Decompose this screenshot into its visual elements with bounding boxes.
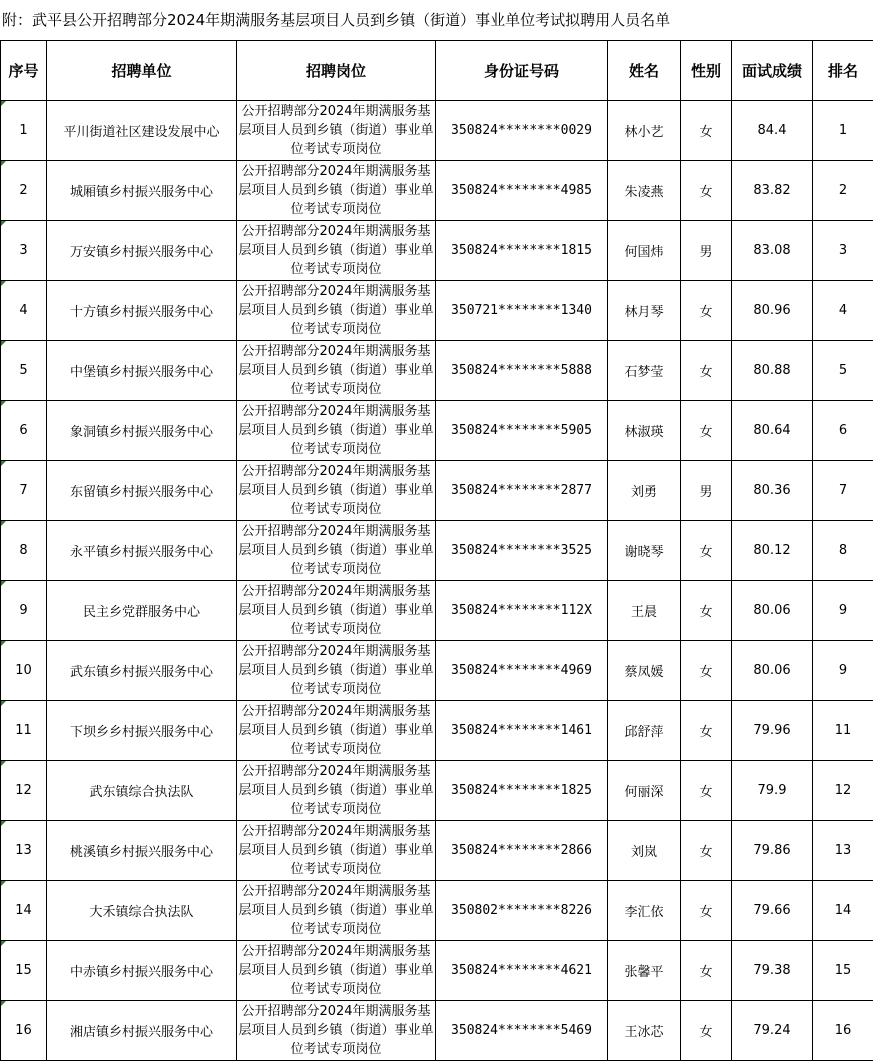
- name-cell: 张馨平: [608, 941, 681, 1001]
- post-cell: 公开招聘部分2024年期满服务基层项目人员到乡镇（街道）事业单位考试专项岗位: [237, 641, 436, 701]
- rank-cell: 12: [813, 761, 873, 821]
- rank-cell: 4: [813, 281, 873, 341]
- score-cell: 83.82: [732, 161, 813, 221]
- gender-cell: 女: [681, 341, 732, 401]
- table-row: [1, 1001, 873, 1061]
- gender-cell: 女: [681, 1001, 732, 1061]
- unit-cell: 桃溪镇乡村振兴服务中心: [47, 821, 237, 881]
- unit-cell: 中赤镇乡村振兴服务中心: [47, 941, 237, 1001]
- rank-cell: 5: [813, 341, 873, 401]
- header-unit: 招聘单位: [47, 41, 237, 101]
- gender-cell: 女: [681, 521, 732, 581]
- rank-cell: 6: [813, 401, 873, 461]
- name-cell: 蔡凤媛: [608, 641, 681, 701]
- unit-cell: 永平镇乡村振兴服务中心: [47, 521, 237, 581]
- name-cell: 刘岚: [608, 821, 681, 881]
- unit-cell: 下坝乡乡村振兴服务中心: [47, 701, 237, 761]
- post-cell: 公开招聘部分2024年期满服务基层项目人员到乡镇（街道）事业单位考试专项岗位: [237, 221, 436, 281]
- table-row: [1, 101, 873, 161]
- header-gender: 性别: [681, 41, 732, 101]
- post-cell: 公开招聘部分2024年期满服务基层项目人员到乡镇（街道）事业单位考试专项岗位: [237, 281, 436, 341]
- id-number-cell: 350802********8226: [436, 881, 608, 941]
- id-number-cell: 350824********2877: [436, 461, 608, 521]
- rank-cell: 2: [813, 161, 873, 221]
- seq-cell: 12: [1, 761, 47, 821]
- seq-cell: 9: [1, 581, 47, 641]
- table-row: [1, 281, 873, 341]
- unit-cell: 东留镇乡村振兴服务中心: [47, 461, 237, 521]
- name-cell: 谢晓琴: [608, 521, 681, 581]
- table-row: [1, 641, 873, 701]
- id-number-cell: 350824********0029: [436, 101, 608, 161]
- post-cell: 公开招聘部分2024年期满服务基层项目人员到乡镇（街道）事业单位考试专项岗位: [237, 521, 436, 581]
- name-cell: 刘勇: [608, 461, 681, 521]
- score-cell: 80.36: [732, 461, 813, 521]
- table-row: [1, 881, 873, 941]
- seq-cell: 16: [1, 1001, 47, 1061]
- score-cell: 79.96: [732, 701, 813, 761]
- seq-cell: 2: [1, 161, 47, 221]
- gender-cell: 女: [681, 821, 732, 881]
- name-cell: 林月琴: [608, 281, 681, 341]
- seq-cell: 6: [1, 401, 47, 461]
- table-row: [1, 221, 873, 281]
- score-cell: 80.12: [732, 521, 813, 581]
- table-row: [1, 761, 873, 821]
- id-number-cell: 350824********1461: [436, 701, 608, 761]
- name-cell: 王冰芯: [608, 1001, 681, 1061]
- table-row: [1, 161, 873, 221]
- post-cell: 公开招聘部分2024年期满服务基层项目人员到乡镇（街道）事业单位考试专项岗位: [237, 881, 436, 941]
- seq-cell: 13: [1, 821, 47, 881]
- table-row: [1, 521, 873, 581]
- name-cell: 王晨: [608, 581, 681, 641]
- post-cell: 公开招聘部分2024年期满服务基层项目人员到乡镇（街道）事业单位考试专项岗位: [237, 401, 436, 461]
- gender-cell: 女: [681, 401, 732, 461]
- header-name: 姓名: [608, 41, 681, 101]
- gender-cell: 女: [681, 941, 732, 1001]
- table-row: [1, 821, 873, 881]
- table-row: [1, 401, 873, 461]
- unit-cell: 十方镇乡村振兴服务中心: [47, 281, 237, 341]
- rank-cell: 11: [813, 701, 873, 761]
- score-cell: 79.38: [732, 941, 813, 1001]
- id-number-cell: 350824********5905: [436, 401, 608, 461]
- table-body: [1, 101, 873, 1061]
- gender-cell: 女: [681, 881, 732, 941]
- seq-cell: 7: [1, 461, 47, 521]
- seq-cell: 14: [1, 881, 47, 941]
- seq-cell: 11: [1, 701, 47, 761]
- unit-cell: 城厢镇乡村振兴服务中心: [47, 161, 237, 221]
- seq-cell: 8: [1, 521, 47, 581]
- name-cell: 林淑瑛: [608, 401, 681, 461]
- header-score: 面试成绩: [732, 41, 813, 101]
- unit-cell: 平川街道社区建设发展中心: [47, 101, 237, 161]
- rank-cell: 9: [813, 581, 873, 641]
- id-number-cell: 350824********5469: [436, 1001, 608, 1061]
- id-number-cell: 350824********4621: [436, 941, 608, 1001]
- rank-cell: 16: [813, 1001, 873, 1061]
- post-cell: 公开招聘部分2024年期满服务基层项目人员到乡镇（街道）事业单位考试专项岗位: [237, 701, 436, 761]
- score-cell: 80.96: [732, 281, 813, 341]
- gender-cell: 女: [681, 761, 732, 821]
- document-title: 附：武平县公开招聘部分2024年期满服务基层项目人员到乡镇（街道）事业单位考试拟聘用人员名单: [2, 11, 671, 29]
- score-cell: 79.24: [732, 1001, 813, 1061]
- header-row: [1, 41, 873, 101]
- unit-cell: 中堡镇乡村振兴服务中心: [47, 341, 237, 401]
- id-number-cell: 350824********2866: [436, 821, 608, 881]
- post-cell: 公开招聘部分2024年期满服务基层项目人员到乡镇（街道）事业单位考试专项岗位: [237, 161, 436, 221]
- id-number-cell: 350824********112X: [436, 581, 608, 641]
- post-cell: 公开招聘部分2024年期满服务基层项目人员到乡镇（街道）事业单位考试专项岗位: [237, 101, 436, 161]
- gender-cell: 女: [681, 701, 732, 761]
- score-cell: 79.86: [732, 821, 813, 881]
- name-cell: 邱舒萍: [608, 701, 681, 761]
- table-row: [1, 701, 873, 761]
- header-seq: 序号: [1, 41, 47, 101]
- rank-cell: 9: [813, 641, 873, 701]
- unit-cell: 民主乡党群服务中心: [47, 581, 237, 641]
- table-row: [1, 341, 873, 401]
- gender-cell: 女: [681, 101, 732, 161]
- seq-cell: 10: [1, 641, 47, 701]
- post-cell: 公开招聘部分2024年期满服务基层项目人员到乡镇（街道）事业单位考试专项岗位: [237, 761, 436, 821]
- rank-cell: 1: [813, 101, 873, 161]
- gender-cell: 男: [681, 461, 732, 521]
- score-cell: 80.64: [732, 401, 813, 461]
- score-cell: 84.4: [732, 101, 813, 161]
- id-number-cell: 350824********4985: [436, 161, 608, 221]
- post-cell: 公开招聘部分2024年期满服务基层项目人员到乡镇（街道）事业单位考试专项岗位: [237, 941, 436, 1001]
- rank-cell: 7: [813, 461, 873, 521]
- id-number-cell: 350824********1815: [436, 221, 608, 281]
- id-number-cell: 350824********4969: [436, 641, 608, 701]
- name-cell: 李汇依: [608, 881, 681, 941]
- seq-cell: 3: [1, 221, 47, 281]
- post-cell: 公开招聘部分2024年期满服务基层项目人员到乡镇（街道）事业单位考试专项岗位: [237, 461, 436, 521]
- id-number-cell: 350721********1340: [436, 281, 608, 341]
- score-cell: 80.88: [732, 341, 813, 401]
- id-number-cell: 350824********3525: [436, 521, 608, 581]
- unit-cell: 万安镇乡村振兴服务中心: [47, 221, 237, 281]
- rank-cell: 14: [813, 881, 873, 941]
- seq-cell: 5: [1, 341, 47, 401]
- seq-cell: 15: [1, 941, 47, 1001]
- post-cell: 公开招聘部分2024年期满服务基层项目人员到乡镇（街道）事业单位考试专项岗位: [237, 1001, 436, 1061]
- score-cell: 83.08: [732, 221, 813, 281]
- gender-cell: 女: [681, 581, 732, 641]
- unit-cell: 象洞镇乡村振兴服务中心: [47, 401, 237, 461]
- score-cell: 79.9: [732, 761, 813, 821]
- rank-cell: 13: [813, 821, 873, 881]
- seq-cell: 4: [1, 281, 47, 341]
- unit-cell: 武东镇综合执法队: [47, 761, 237, 821]
- id-number-cell: 350824********1825: [436, 761, 608, 821]
- unit-cell: 武东镇乡村振兴服务中心: [47, 641, 237, 701]
- score-cell: 80.06: [732, 641, 813, 701]
- gender-cell: 女: [681, 281, 732, 341]
- gender-cell: 男: [681, 221, 732, 281]
- name-cell: 林小艺: [608, 101, 681, 161]
- table-row: [1, 581, 873, 641]
- rank-cell: 3: [813, 221, 873, 281]
- post-cell: 公开招聘部分2024年期满服务基层项目人员到乡镇（街道）事业单位考试专项岗位: [237, 581, 436, 641]
- score-cell: 79.66: [732, 881, 813, 941]
- candidate-table: [0, 40, 873, 1061]
- name-cell: 朱凌燕: [608, 161, 681, 221]
- table-row: [1, 461, 873, 521]
- post-cell: 公开招聘部分2024年期满服务基层项目人员到乡镇（街道）事业单位考试专项岗位: [237, 341, 436, 401]
- seq-cell: 1: [1, 101, 47, 161]
- post-cell: 公开招聘部分2024年期满服务基层项目人员到乡镇（街道）事业单位考试专项岗位: [237, 821, 436, 881]
- header-rank: 排名: [813, 41, 873, 101]
- table-row: [1, 941, 873, 1001]
- rank-cell: 8: [813, 521, 873, 581]
- name-cell: 何国炜: [608, 221, 681, 281]
- name-cell: 石梦莹: [608, 341, 681, 401]
- gender-cell: 女: [681, 641, 732, 701]
- score-cell: 80.06: [732, 581, 813, 641]
- gender-cell: 女: [681, 161, 732, 221]
- header-id: 身份证号码: [436, 41, 608, 101]
- header-post: 招聘岗位: [237, 41, 436, 101]
- unit-cell: 大禾镇综合执法队: [47, 881, 237, 941]
- unit-cell: 湘店镇乡村振兴服务中心: [47, 1001, 237, 1061]
- rank-cell: 15: [813, 941, 873, 1001]
- id-number-cell: 350824********5888: [436, 341, 608, 401]
- name-cell: 何丽深: [608, 761, 681, 821]
